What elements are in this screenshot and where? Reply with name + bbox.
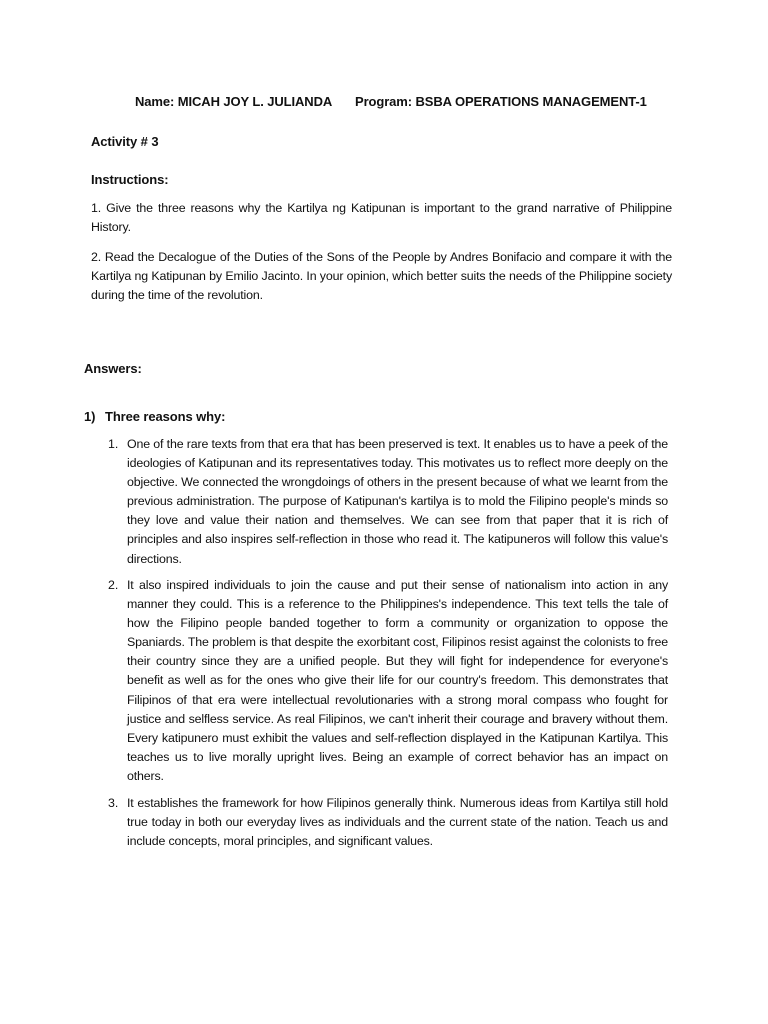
instructions-heading: Instructions: (91, 172, 169, 187)
section-number: 1) (84, 409, 96, 424)
instruction-number: 2. (91, 250, 102, 264)
instruction-number: 1. (91, 201, 102, 215)
answer-text-1: One of the rare texts from that era that has been preserved is text. It enables us to have a peek of the ideologies of Katipunan and its representatives today. This motivates us to reflect more deeply on the objective. We connected the wrongdoings of others in the present because of what we learnt from the previous administration. The purpose of Katipunan's kartilya is to mold the Filipino people's minds so they love and value their nation and themselves. We can see from that paper that it is rich of principles and also inspires self-reflection in those who read it. The katipuneros will follow this value's directions. (127, 437, 668, 566)
answer-number: 3. (108, 796, 119, 810)
instruction-text: Read the Decalogue of the Duties of the Sons of the People by Andres Bonifacio and compare it with the Kartilya ng Katipunan by Emilio Jacinto. In your opinion, which better suits the needs of the Philippine society during the time of the revolution. (91, 250, 672, 303)
answer-text-3: It establishes the framework for how Filipinos generally think. Numerous ideas from Kartilya still hold true today in both our everyday lives as individuals and the current state of the nation. Teach us and include concepts, moral principles, and significant values. (127, 796, 668, 849)
student-program: Program: BSBA OPERATIONS MANAGEMENT-1 (355, 94, 647, 109)
instruction-item-2 (91, 248, 672, 305)
instruction-item-1 (91, 199, 672, 237)
activity-title: Activity # 3 (91, 134, 159, 149)
answer-number: 1. (108, 437, 119, 451)
answers-heading: Answers: (84, 361, 142, 376)
section-title: Three reasons why: (105, 409, 226, 424)
instruction-text: Give the three reasons why the Kartilya ng Katipunan is important to the grand narrative of Philippine History. (91, 201, 672, 235)
answer-text-2: It also inspired individuals to join the cause and put their sense of nationalism into action in any manner they could. This is a reference to the Philippines's independence. This text tells the tale of how the Filipino people banded together to form a community or organization to oppose the Spaniards. The problem is that despite the exorbitant cost, Filipinos resist against the colonists to free their country since they are a unified people. But they will fight for independence for everyone's benefit as well as for the ones who give their life for our country's freedom. This demonstrates that Filipinos of that era were intellectual revolutionaries with a strong moral compass who fought for justice and selfless service. As real Filipinos, we can't inherit their courage and bravery without them. Every katipunero must exhibit the values and self-reflection displayed in the Katipunan Kartilya. This teaches us to live morally upright lives. Being an example of correct behavior has an impact on others. (127, 578, 668, 783)
answer-number: 2. (108, 578, 119, 592)
student-name: Name: MICAH JOY L. JULIANDA (135, 94, 333, 109)
